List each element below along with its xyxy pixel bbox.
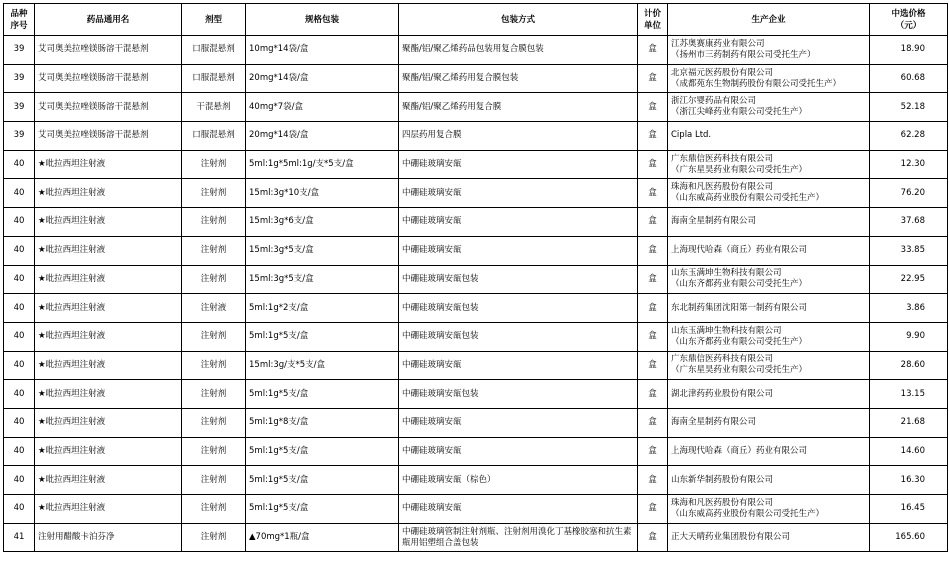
cell-seq: 40 [4,466,35,495]
cell-price: 62.28 [870,122,948,151]
manufacturer-line: （扬州市三药制药有限公司受托生产） [671,49,816,60]
cell-packaging: 中硼硅玻璃安瓿 [399,495,638,524]
cell-packaging: 中硼硅玻璃安瓿 [399,208,638,237]
cell-drug-name: ★吡拉西坦注射液 [35,351,182,380]
cell-price: 76.20 [870,179,948,208]
cell-drug-name: ★吡拉西坦注射液 [35,437,182,466]
cell-spec: 40mg*7袋/盒 [246,93,399,122]
cell-unit: 盒 [638,122,668,151]
cell-drug-name: ★吡拉西坦注射液 [35,179,182,208]
cell-unit: 盒 [638,408,668,437]
header-pack: 包装方式 [399,4,638,36]
manufacturer-line: （成都苑东生物制药股份有限公司受托生产） [671,78,842,89]
cell-drug-name: ★吡拉西坦注射液 [35,408,182,437]
manufacturer-line: 上海现代哈森（商丘）药业有限公司 [671,445,808,456]
cell-seq: 39 [4,93,35,122]
cell-packaging: 聚酯/铝/聚乙烯药品包装用复合膜包装 [399,36,638,65]
cell-dosage-form: 口服混悬剂 [182,64,246,93]
cell-drug-name: 艾司奥美拉唑镁肠溶干混悬剂 [35,36,182,65]
cell-manufacturer [668,36,870,65]
cell-price: 12.30 [870,150,948,179]
cell-seq: 40 [4,294,35,323]
table-header-row [4,4,948,36]
cell-dosage-form: 注射剂 [182,408,246,437]
cell-seq: 40 [4,380,35,409]
cell-dosage-form: 注射剂 [182,236,246,265]
cell-unit: 盒 [638,351,668,380]
cell-manufacturer [668,322,870,351]
manufacturer-line: （浙江尖峰药业有限公司受托生产） [671,107,808,118]
cell-seq: 40 [4,437,35,466]
cell-packaging: 中硼硅玻璃安瓿包装 [399,322,638,351]
cell-seq: 39 [4,122,35,151]
cell-dosage-form: 注射剂 [182,466,246,495]
cell-spec: 15ml:3g/支*5支/盒 [246,351,399,380]
cell-packaging: 中硼硅玻璃安瓿（棕色） [399,466,638,495]
manufacturer-line: 广东鼎信医药科技有限公司 [671,153,774,164]
cell-manufacturer [668,351,870,380]
cell-seq: 40 [4,150,35,179]
cell-dosage-form: 注射液 [182,294,246,323]
cell-seq: 39 [4,36,35,65]
cell-spec: 5ml:1g*5支/盒 [246,495,399,524]
cell-price: 21.68 [870,408,948,437]
cell-unit: 盒 [638,265,668,294]
cell-dosage-form: 干混悬剂 [182,93,246,122]
manufacturer-line: 东北制药集团沈阳第一制药有限公司 [671,302,808,313]
manufacturer-line: 上海现代哈森（商丘）药业有限公司 [671,245,808,256]
cell-packaging: 中硼硅玻璃安瓿 [399,351,638,380]
table-row [4,208,948,237]
cell-manufacturer [668,437,870,466]
cell-spec: ▲70mg*1瓶/盒 [246,523,399,552]
cell-price: 16.45 [870,495,948,524]
manufacturer-line: 广东鼎信医药科技有限公司 [671,354,774,365]
cell-dosage-form: 注射剂 [182,495,246,524]
cell-seq: 40 [4,236,35,265]
cell-price: 28.60 [870,351,948,380]
table-row [4,437,948,466]
cell-dosage-form: 注射剂 [182,351,246,380]
cell-seq: 39 [4,64,35,93]
manufacturer-line: 湖北津药药业股份有限公司 [671,388,774,399]
cell-drug-name: ★吡拉西坦注射液 [35,150,182,179]
cell-drug-name: 艾司奥美拉唑镁肠溶干混悬剂 [35,122,182,151]
cell-seq: 40 [4,208,35,237]
table-row [4,322,948,351]
cell-dosage-form: 注射剂 [182,265,246,294]
cell-packaging: 聚酯/铝/聚乙烯药用复合膜 [399,93,638,122]
header-form: 剂型 [182,4,246,36]
cell-price: 60.68 [870,64,948,93]
cell-seq: 40 [4,265,35,294]
manufacturer-line: 北京福元医药股份有限公司 [671,67,774,78]
cell-manufacturer [668,294,870,323]
cell-manufacturer [668,122,870,151]
cell-dosage-form: 注射剂 [182,437,246,466]
cell-spec: 15ml:3g*5支/盒 [246,236,399,265]
cell-spec: 5ml:1g*5支/盒 [246,322,399,351]
cell-drug-name: ★吡拉西坦注射液 [35,208,182,237]
manufacturer-line: 海南全星制药有限公司 [671,216,757,227]
cell-dosage-form: 注射剂 [182,208,246,237]
cell-drug-name: ★吡拉西坦注射液 [35,322,182,351]
cell-manufacturer [668,150,870,179]
cell-spec: 10mg*14袋/盒 [246,36,399,65]
cell-packaging: 中硼硅玻璃管制注射剂瓶、注射剂用溴化丁基橡胶塞和抗生素瓶用铝塑组合盖包装 [399,523,638,552]
cell-unit: 盒 [638,523,668,552]
table-row [4,523,948,552]
cell-manufacturer [668,408,870,437]
cell-packaging: 中硼硅玻璃安瓿包装 [399,265,638,294]
cell-drug-name: 艾司奥美拉唑镁肠溶干混悬剂 [35,93,182,122]
cell-unit: 盒 [638,36,668,65]
manufacturer-line: Cipla Ltd. [671,130,712,141]
cell-packaging: 聚酯/铝/聚乙烯药用复合膜包装 [399,64,638,93]
table-body [4,36,948,552]
cell-price: 22.95 [870,265,948,294]
cell-dosage-form: 口服混悬剂 [182,36,246,65]
cell-unit: 盒 [638,294,668,323]
header-seq: 品种 序号 [4,4,35,36]
cell-unit: 盒 [638,93,668,122]
cell-packaging: 中硼硅玻璃安瓿 [399,236,638,265]
cell-manufacturer [668,265,870,294]
cell-unit: 盒 [638,208,668,237]
manufacturer-line: （山东威高药业股份有限公司受托生产） [671,193,825,204]
table-row [4,93,948,122]
cell-price: 33.85 [870,236,948,265]
cell-drug-name: ★吡拉西坦注射液 [35,294,182,323]
table-row [4,36,948,65]
cell-spec: 5ml:1g*5支/盒 [246,466,399,495]
cell-packaging: 中硼硅玻璃安瓿 [399,179,638,208]
cell-unit: 盒 [638,437,668,466]
table-row [4,408,948,437]
table-row [4,265,948,294]
manufacturer-line: （山东齐都药业有限公司受托生产） [671,336,808,347]
cell-dosage-form: 注射剂 [182,322,246,351]
cell-manufacturer [668,208,870,237]
table-row [4,294,948,323]
cell-dosage-form: 注射剂 [182,523,246,552]
cell-dosage-form: 注射剂 [182,179,246,208]
cell-price: 14.60 [870,437,948,466]
cell-unit: 盒 [638,322,668,351]
cell-price: 165.60 [870,523,948,552]
cell-packaging: 中硼硅玻璃安瓿 [399,150,638,179]
header-name: 药品通用名 [35,4,182,36]
cell-packaging: 中硼硅玻璃安瓿 [399,437,638,466]
cell-price: 37.68 [870,208,948,237]
manufacturer-line: （山东齐都药业有限公司受托生产） [671,279,808,290]
header-spec: 规格包装 [246,4,399,36]
header-unit: 计价 单位 [638,4,668,36]
cell-drug-name: ★吡拉西坦注射液 [35,236,182,265]
cell-manufacturer [668,523,870,552]
cell-drug-name: ★吡拉西坦注射液 [35,380,182,409]
cell-price: 9.90 [870,322,948,351]
table-row [4,236,948,265]
table-row [4,351,948,380]
cell-manufacturer [668,466,870,495]
manufacturer-line: 浙江尔婴药品有限公司 [671,96,757,107]
manufacturer-line: 山东玉满坤生物科技有限公司 [671,268,782,279]
cell-manufacturer [668,380,870,409]
cell-price: 52.18 [870,93,948,122]
cell-unit: 盒 [638,236,668,265]
manufacturer-line: 海南全星制药有限公司 [671,417,757,428]
drug-price-table [3,3,948,552]
cell-manufacturer [668,179,870,208]
cell-seq: 41 [4,523,35,552]
manufacturer-line: （广东星昊药业有限公司受托生产） [671,164,808,175]
cell-price: 3.86 [870,294,948,323]
cell-packaging: 中硼硅玻璃安瓿 [399,408,638,437]
cell-drug-name: 注射用醋酸卡泊芬净 [35,523,182,552]
cell-manufacturer [668,64,870,93]
table-row [4,466,948,495]
cell-spec: 15ml:3g*6支/盒 [246,208,399,237]
cell-packaging: 四层药用复合膜 [399,122,638,151]
table-row [4,380,948,409]
cell-seq: 40 [4,351,35,380]
table-row [4,495,948,524]
cell-unit: 盒 [638,380,668,409]
cell-spec: 5ml:1g*2支/盒 [246,294,399,323]
cell-spec: 15ml:3g*5支/盒 [246,265,399,294]
table-row [4,64,948,93]
cell-spec: 5ml:1g*5支/盒 [246,437,399,466]
header-price: 中选价格 （元） [870,4,948,36]
cell-price: 18.90 [870,36,948,65]
header-mfr: 生产企业 [668,4,870,36]
cell-seq: 40 [4,408,35,437]
cell-drug-name: ★吡拉西坦注射液 [35,466,182,495]
cell-spec: 20mg*14袋/盒 [246,122,399,151]
cell-seq: 40 [4,322,35,351]
cell-unit: 盒 [638,466,668,495]
cell-spec: 15ml:3g*10支/盒 [246,179,399,208]
cell-drug-name: 艾司奥美拉唑镁肠溶干混悬剂 [35,64,182,93]
cell-unit: 盒 [638,179,668,208]
cell-seq: 40 [4,179,35,208]
cell-manufacturer [668,495,870,524]
manufacturer-line: 珠海和凡医药股份有限公司 [671,497,774,508]
cell-price: 13.15 [870,380,948,409]
cell-unit: 盒 [638,64,668,93]
table-row [4,150,948,179]
cell-dosage-form: 口服混悬剂 [182,122,246,151]
manufacturer-line: 珠海和凡医药股份有限公司 [671,182,774,193]
table-row [4,122,948,151]
cell-unit: 盒 [638,150,668,179]
cell-spec: 5ml:1g*5ml:1g/支*5支/盒 [246,150,399,179]
cell-unit: 盒 [638,495,668,524]
cell-manufacturer [668,93,870,122]
cell-manufacturer [668,236,870,265]
manufacturer-line: 江苏奥赛康药业有限公司 [671,38,765,49]
cell-drug-name: ★吡拉西坦注射液 [35,265,182,294]
cell-price: 16.30 [870,466,948,495]
cell-packaging: 中硼硅玻璃安瓿包装 [399,294,638,323]
manufacturer-line: 山东玉满坤生物科技有限公司 [671,325,782,336]
manufacturer-line: （广东星昊药业有限公司受托生产） [671,365,808,376]
cell-dosage-form: 注射剂 [182,380,246,409]
cell-seq: 40 [4,495,35,524]
cell-dosage-form: 注射剂 [182,150,246,179]
table-row [4,179,948,208]
manufacturer-line: 山东新华制药股份有限公司 [671,474,774,485]
manufacturer-line: 正大天晴药业集团股份有限公司 [671,532,791,543]
cell-spec: 5ml:1g*5支/盒 [246,380,399,409]
cell-packaging: 中硼硅玻璃安瓿包装 [399,380,638,409]
cell-drug-name: ★吡拉西坦注射液 [35,495,182,524]
cell-spec: 20mg*14袋/盒 [246,64,399,93]
manufacturer-line: （山东威高药业股份有限公司受托生产） [671,508,825,519]
cell-spec: 5ml:1g*8支/盒 [246,408,399,437]
